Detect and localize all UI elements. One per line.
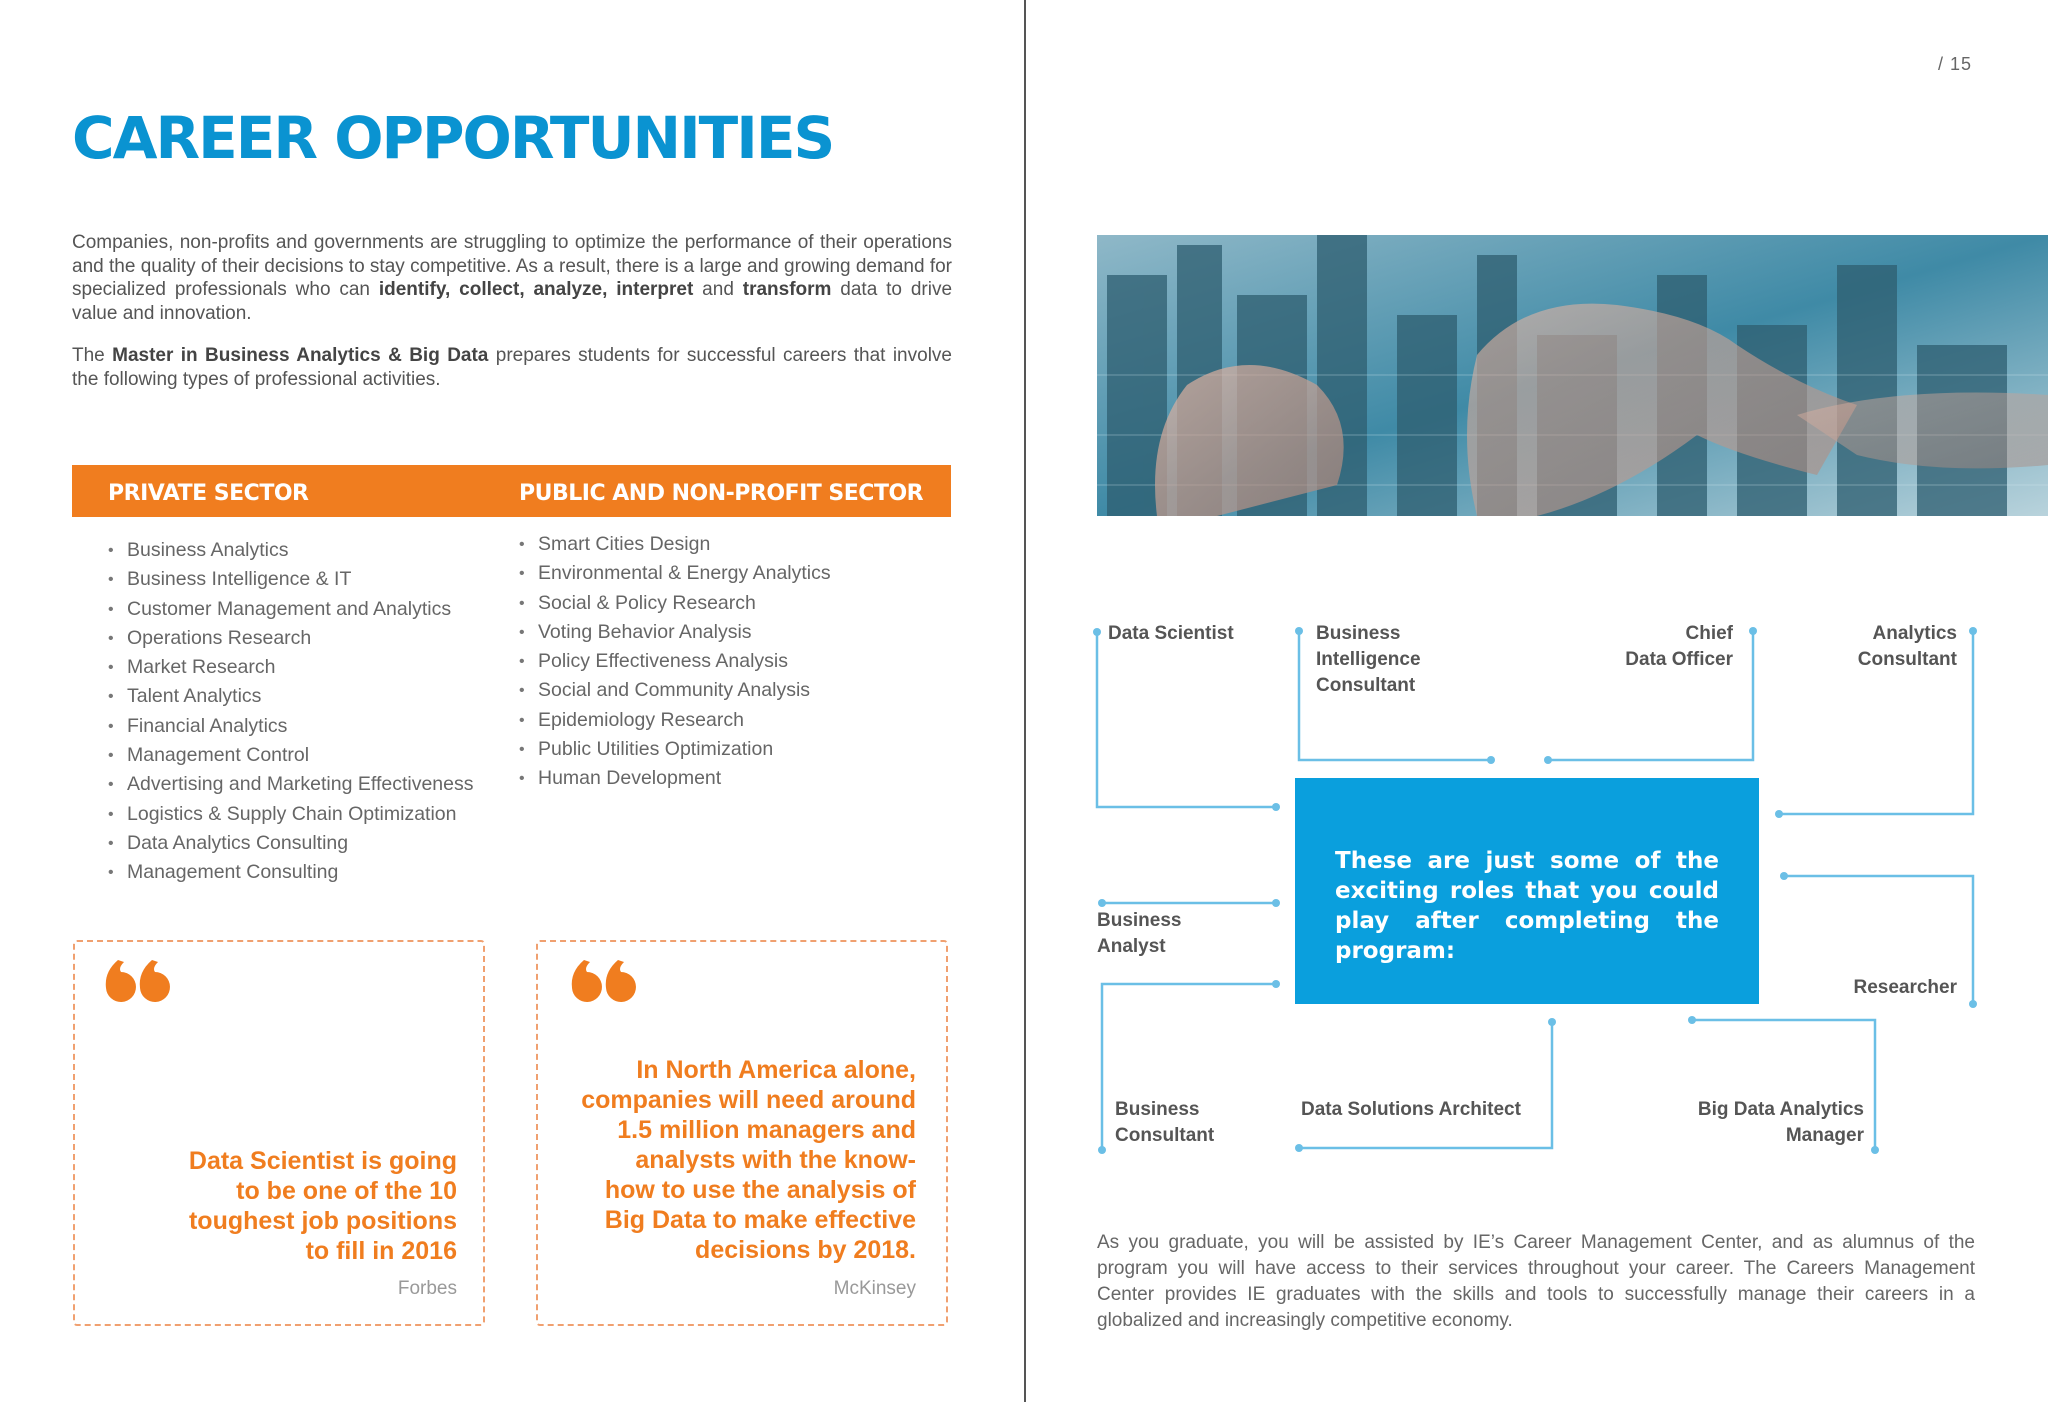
role-label-line: Intelligence [1316, 649, 1421, 670]
role-label-line: Data Solutions Architect [1301, 1099, 1521, 1120]
role-data-solutions-architect [1301, 1097, 1521, 1123]
role-label-line: Consultant [1857, 649, 1957, 670]
role-bi-consultant [1316, 621, 1421, 699]
private-sector-item: • Business Intelligence & IT [108, 565, 474, 594]
quote-line: to fill in 2016 [305, 1237, 457, 1265]
intro-paragraph-2: The Master in Business Analytics & Big Data prepares students for successful careers that involve the following types of professional activities. [72, 345, 952, 390]
closing-paragraph: As you graduate, you will be assisted by IE’s Career Management Center, and as alumnus of the program you will have access to their services throughout your career. The Careers Management Center provides IE graduates with the skills and tools to successfully manage their careers in a globalized and increasingly competitive economy. [1097, 1232, 1975, 1331]
private-sector-item: • Management Control [108, 741, 474, 770]
role-business-analyst [1097, 908, 1181, 960]
quote-line: In North America alone, [636, 1056, 916, 1084]
quote-line: companies will need around [581, 1086, 916, 1114]
quote-line: Data Scientist is going [188, 1147, 457, 1175]
private-sector-item: • Business Analytics [108, 536, 474, 565]
private-sector-item: • Advertising and Marketing Effectiveness [108, 770, 474, 799]
role-label-line: Data Officer [1625, 649, 1733, 670]
quote-line: toughest job positions [188, 1207, 457, 1235]
role-data-scientist [1108, 621, 1234, 647]
role-label-line: Manager [1785, 1125, 1864, 1146]
quote-line: 1.5 million managers and [617, 1116, 916, 1144]
public-sector-item: • Social & Policy Research [519, 589, 831, 618]
quote-line: decisions by 2018. [695, 1236, 916, 1264]
page-number: / 15 [1938, 54, 1973, 74]
private-sector-item: • Operations Research [108, 624, 474, 653]
role-label-line: Business [1097, 910, 1182, 931]
role-label-line: Researcher [1853, 977, 1957, 998]
public-sector-item: • Smart Cities Design [519, 530, 831, 559]
quote-line: to be one of the 10 [236, 1177, 457, 1205]
page-title: CAREER OPPORTUNITIES [72, 104, 834, 172]
quote-line: how to use the analysis of [604, 1176, 916, 1204]
quote-source-forbes: Forbes [397, 1278, 457, 1299]
private-sector-item: • Management Consulting [108, 858, 474, 887]
role-label-line: Chief [1685, 623, 1733, 644]
private-sector-heading: PRIVATE SECTOR [108, 481, 309, 506]
quote-source-mckinsey: McKinsey [833, 1278, 916, 1299]
role-label-line: Big Data Analytics [1697, 1099, 1864, 1120]
role-researcher [1800, 975, 1957, 1001]
private-sector-item: • Customer Management and Analytics [108, 595, 474, 624]
private-sector-item: • Logistics & Supply Chain Optimization [108, 800, 474, 829]
private-sector-item: • Market Research [108, 653, 474, 682]
quote-line: Big Data to make effective [604, 1206, 916, 1234]
role-big-data-analytics-manager [1640, 1097, 1864, 1149]
public-sector-heading: PUBLIC AND NON-PROFIT SECTOR [519, 481, 924, 506]
intro-paragraph-1: Companies, non-profits and governments are struggling to optimize the performance of their operations and the quality of their decisions to stay competitive. As a result, there is a large and growing demand for specialized professionals who can identify, collect, analyze, interpret and transform data to drive value and innovation. [72, 232, 953, 324]
role-chief-data-officer [1600, 621, 1733, 673]
public-sector-item: • Policy Effectiveness Analysis [519, 647, 831, 676]
public-sector-item: • Voting Behavior Analysis [519, 618, 831, 647]
role-analytics-consultant [1800, 621, 1957, 673]
role-label-line: Business [1316, 623, 1401, 644]
role-label-line: Consultant [1316, 675, 1416, 696]
role-label-line: Consultant [1115, 1125, 1215, 1146]
role-label-line: Analyst [1097, 936, 1166, 957]
quote-line: analysts with the know- [635, 1146, 916, 1174]
public-sector-item: • Epidemiology Research [519, 706, 831, 735]
role-label-line: Analytics [1872, 623, 1957, 644]
role-business-consultant [1115, 1097, 1214, 1149]
role-label-line: Business [1115, 1099, 1200, 1120]
role-label-line: Data Scientist [1108, 623, 1234, 644]
private-sector-item: • Talent Analytics [108, 682, 474, 711]
private-sector-item: • Data Analytics Consulting [108, 829, 474, 858]
public-sector-item: • Environmental & Energy Analytics [519, 559, 831, 588]
roles-center-text: These are just some of the exciting roles that you could play after completing the program: [1335, 848, 1719, 964]
public-sector-item: • Human Development [519, 764, 831, 793]
public-sector-item: • Public Utilities Optimization [519, 735, 831, 764]
private-sector-item: • Financial Analytics [108, 712, 474, 741]
public-sector-item: • Social and Community Analysis [519, 676, 831, 705]
